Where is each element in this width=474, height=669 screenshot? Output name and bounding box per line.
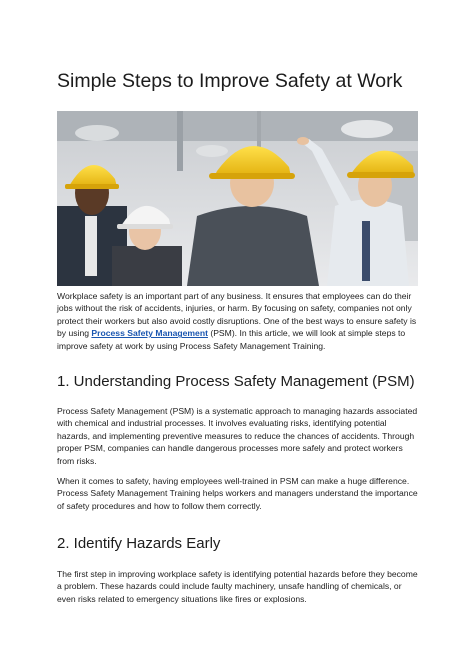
hero-photo-workers-in-hardhats	[57, 111, 418, 286]
section-2-paragraph-1: The first step in improving workplace safety is identifying potential hazards before they become a problem. These hazards could include faulty machinery, unsafe handling of chemicals, or even risks related to emergency situations like fires or explosions.	[57, 569, 418, 604]
section-1-paragraph-1: Process Safety Management (PSM) is a systematic approach to managing hazards associated with chemical and industrial processes. It involves evaluating risks, identifying potential hazards, and implementing preventive measures to reduce the chances of accidents. Through proper PSM, companies can handle dangerous processes more safely and protect workers from risks.	[57, 406, 418, 466]
page-title: Simple Steps to Improve Safety at Work	[57, 70, 403, 92]
process-safety-management-link[interactable]: Process Safety Management	[91, 328, 208, 339]
section-1-heading: 1. Understanding Process Safety Management (PSM)	[57, 373, 415, 390]
section-1-paragraph-2: When it comes to safety, having employees well-trained in PSM can make a huge difference. Process Safety Management Training helps workers and managers understand the importance of safety procedures and how to follow them correctly.	[57, 476, 418, 511]
intro-paragraph: Workplace safety is an important part of any business. It ensures that employees can do their jobs without the risk of accidents, injuries, or harm. By focusing on safety, companies not only protect their workers but also avoid costly disruptions. One of the best ways to ensure safety is by using Process Safety Management (PSM). In this article, we will look at simple steps to improve safety at work by using Process Safety Management Training.	[57, 291, 417, 351]
section-2-heading: 2. Identify Hazards Early	[57, 535, 221, 552]
